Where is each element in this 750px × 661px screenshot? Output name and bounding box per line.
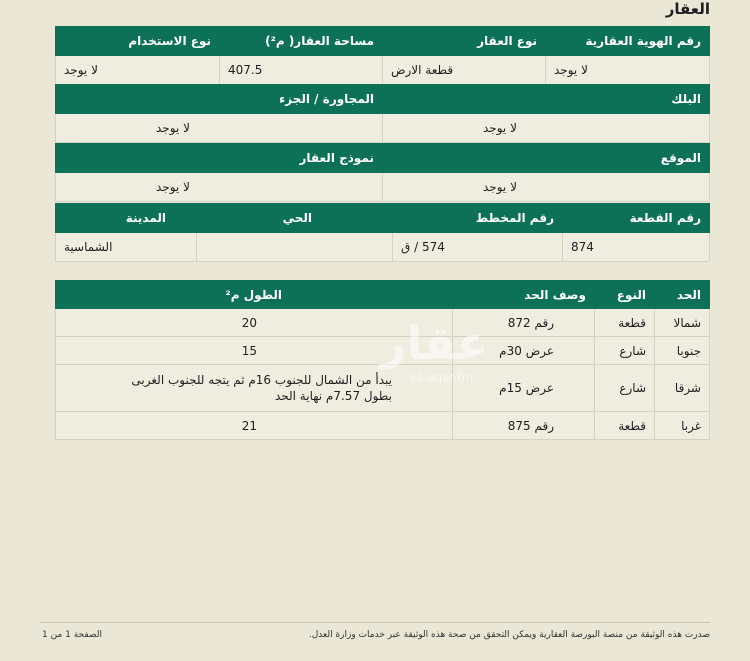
boundary-length-header: الطول م² <box>56 281 453 309</box>
plot-table <box>55 203 710 262</box>
boundary-side: شمالا <box>655 309 710 337</box>
boundary-type: قطعة <box>595 309 655 337</box>
boundary-description: رقم 872 <box>453 309 595 337</box>
boundary-type: شارع <box>595 365 655 412</box>
boundary-type: شارع <box>595 337 655 365</box>
page-title: العقار <box>665 0 710 18</box>
location-value: لا يوجد <box>383 173 710 202</box>
boundary-type-header: النوع <box>595 281 655 309</box>
footer-note: صدرت هذه الوثيقة من منصة البورصة العقارية ويمكن التحقق من صحة هذه الوثيقة عبر خدمات وزارة العدل. <box>308 630 710 640</box>
boundary-length: 15 <box>56 337 453 365</box>
boundary-side: جنوبا <box>655 337 710 365</box>
usage-type-value: لا يوجد <box>56 56 220 85</box>
plot-number-header: رقم القطعة <box>563 204 710 233</box>
table-row <box>56 365 710 412</box>
usage-type-header: نوع الاستخدام <box>56 27 220 56</box>
location-header-row <box>56 144 710 173</box>
watermark-url: sa.aqar.fm <box>410 370 474 384</box>
property-table <box>55 26 710 85</box>
boundary-length: 20 <box>56 309 453 337</box>
boundary-length: يبدأ من الشمال للجنوب 16م ثم يتجه للجنوب الغربى بطول 7.57م نهاية الحد <box>56 365 453 412</box>
boundary-header: الحد <box>655 281 710 309</box>
block-value-row <box>56 114 710 143</box>
plot-number-value: 874 <box>563 233 710 262</box>
district-header: الحي <box>197 204 393 233</box>
property-header-row <box>56 27 710 56</box>
property-model-value: لا يوجد <box>56 173 383 202</box>
block-value: لا يوجد <box>383 114 710 143</box>
city-value: الشماسية <box>56 233 197 262</box>
block-table <box>55 84 710 143</box>
property-type-header: نوع العقار <box>383 27 546 56</box>
neighborhood-part-header: المجاورة / الجزء <box>56 85 383 114</box>
location-table <box>55 143 710 202</box>
block-header: البلك <box>383 85 710 114</box>
property-type-value: قطعة الارض <box>383 56 546 85</box>
property-id-value: لا يوجد <box>546 56 710 85</box>
location-value-row <box>56 173 710 202</box>
property-area-header: مساحة العقار( م²) <box>220 27 383 56</box>
district-value <box>197 233 393 262</box>
property-model-header: نموذج العقار <box>56 144 383 173</box>
footer-divider <box>40 622 710 623</box>
neighborhood-part-value: لا يوجد <box>56 114 383 143</box>
watermark-logo: عقار <box>380 316 489 370</box>
boundary-description-header: وصف الحد <box>453 281 595 309</box>
boundary-side: غربا <box>655 412 710 440</box>
boundary-description: عرض 15م <box>453 365 595 412</box>
boundary-side: شرقا <box>655 365 710 412</box>
plot-header-row <box>56 204 710 233</box>
plot-value-row <box>56 233 710 262</box>
property-area-value: 407.5 <box>220 56 383 85</box>
plan-number-header: رقم المخطط <box>393 204 563 233</box>
table-row <box>56 412 710 440</box>
property-value-row <box>56 56 710 85</box>
page-number: الصفحة 1 من 1 <box>42 630 102 640</box>
block-header-row <box>56 85 710 114</box>
plan-number-value: 574 / ق <box>393 233 563 262</box>
city-header: المدينة <box>56 204 197 233</box>
boundary-description: عرض 30م <box>453 337 595 365</box>
location-header: الموقع <box>383 144 710 173</box>
boundary-length: 21 <box>56 412 453 440</box>
boundary-description: رقم 875 <box>453 412 595 440</box>
boundaries-header-row <box>56 281 710 309</box>
property-id-header: رقم الهوية العقارية <box>546 27 710 56</box>
boundary-type: قطعة <box>595 412 655 440</box>
